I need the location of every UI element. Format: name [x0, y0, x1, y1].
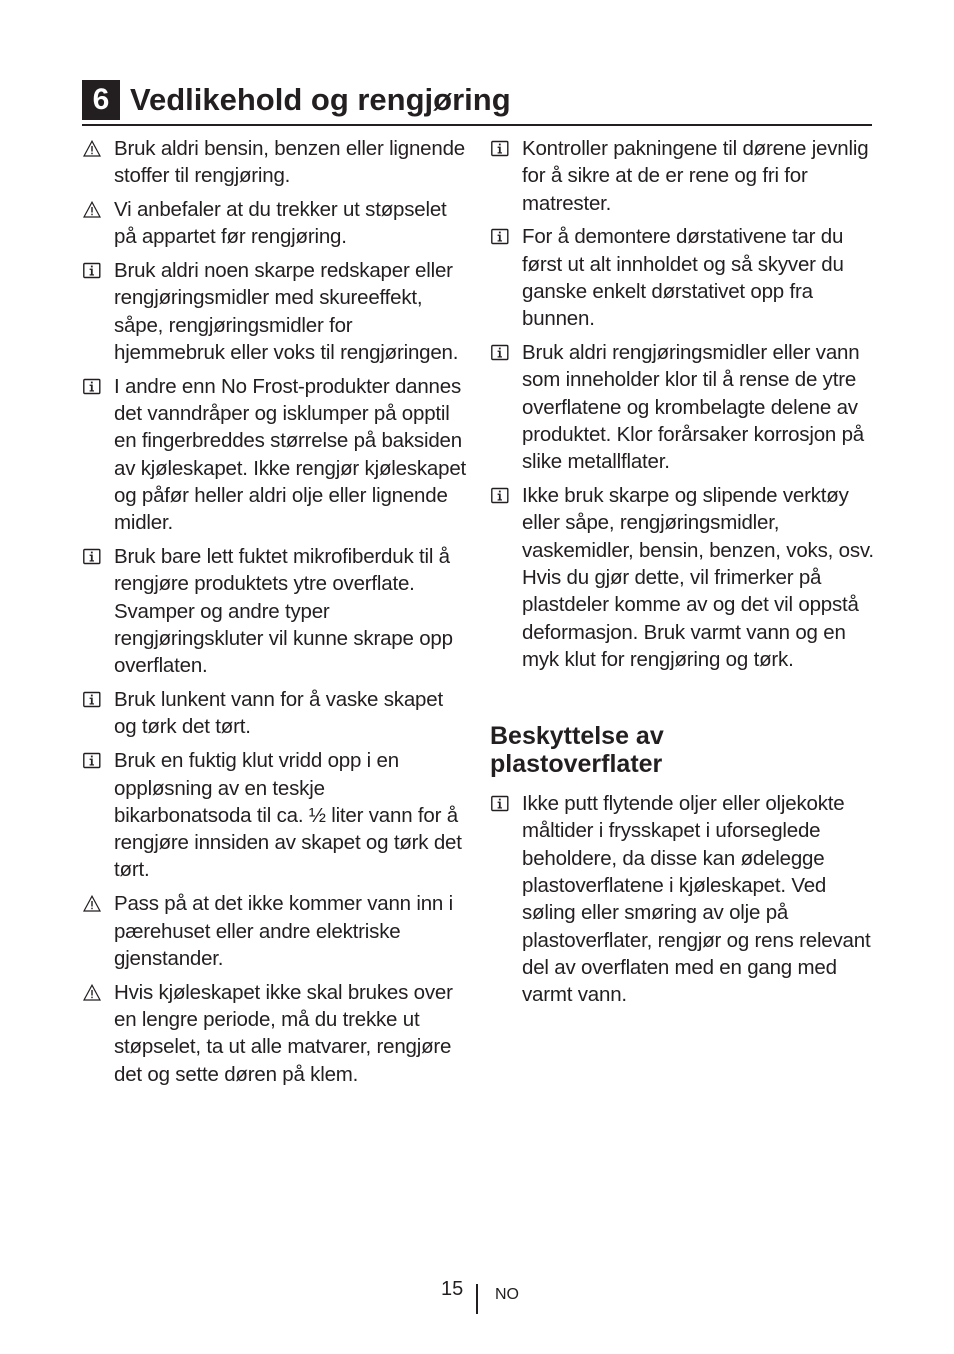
- item-text: Bruk aldri noen skarpe redskaper eller rengjøringsmidler med skureeffekt, såpe, rengjøringsmidler for hjemmebruk eller voks til rengjøringen.: [114, 259, 459, 365]
- page-title: Vedlikehold og rengjøring: [130, 82, 511, 117]
- info-icon: [491, 344, 509, 361]
- list-item: [490, 482, 875, 673]
- info-icon: [83, 378, 101, 395]
- item-text: For å demontere dørstativene tar du først ut alt innholdet og så skyver du ganske enkelt dørstativet opp fra bunnen.: [522, 225, 844, 331]
- info-icon: [491, 140, 509, 157]
- warning-icon: [83, 201, 101, 218]
- warning-icon: [83, 140, 101, 157]
- list-item: [82, 890, 467, 972]
- footer-divider: [476, 1284, 478, 1314]
- list-item: [490, 790, 875, 1008]
- item-text: Bruk bare lett fuktet mikrofiberduk til å rengjøre produktets ytre overflate. Svamper og andre typer rengjøringskluter vil kunne skrape opp overflaten.: [114, 545, 453, 678]
- item-text: Hvis kjøleskapet ikke skal brukes over en lengre periode, må du trekke ut støpselet, ta ut alle matvarer, rengjøre det og sette døren på klem.: [114, 980, 453, 1086]
- info-icon: [491, 487, 509, 504]
- subsection-heading-line2: plastoverflater: [490, 749, 663, 778]
- item-text: Kontroller pakningene til dørene jevnlig for å sikre at de er rene og fri for matrester.: [522, 137, 869, 215]
- warning-icon: [83, 895, 101, 912]
- list-item: [82, 196, 467, 251]
- subsection-heading: [490, 723, 875, 778]
- list-item: [82, 135, 467, 190]
- left-column: [82, 135, 467, 1094]
- list-item: [82, 257, 467, 366]
- item-text: Bruk en fuktig klut vridd opp i en oppløsning av en teskje bikarbonatsoda til ca. ½ liter vann for å rengjøre innsiden av skapet og tørk det tørt.: [114, 749, 462, 882]
- page-number: 15: [441, 1278, 464, 1300]
- subsection-heading-line1: Beskyttelse av: [490, 722, 664, 751]
- list-item: [82, 686, 467, 741]
- item-text: Bruk aldri rengjøringsmidler eller vann som inneholder klor til å rense de ytre overflatene og krombelagte delene av produktet. Klor forårsaker korrosjon på slike metallflater.: [522, 341, 865, 474]
- list-item: [82, 373, 467, 537]
- info-icon: [83, 262, 101, 279]
- section-number: 6: [82, 80, 120, 120]
- list-item: [82, 747, 467, 883]
- list-item: [490, 135, 875, 217]
- language-code: NO: [495, 1286, 519, 1303]
- info-icon: [83, 548, 101, 565]
- item-text: Ikke putt flytende oljer eller oljekokte måltider i frysskapet i uforseglede beholdere, da disse kan ødelegge plastoverflatene i kjøleskapet. Ved søling eller smøring av olje på plastoverflater, rengjør og rens relevant del av overflaten med en gang med varmt vann.: [522, 792, 871, 1007]
- item-text: Bruk lunkent vann for å vaske skapet og tørk det tørt.: [114, 688, 443, 739]
- item-text: Pass på at det ikke kommer vann inn i pærehuset eller andre elektriske gjenstander.: [114, 892, 453, 970]
- item-text: Bruk aldri bensin, benzen eller lignende stoffer til rengjøring.: [114, 137, 465, 188]
- list-item: [82, 979, 467, 1088]
- warning-icon: [83, 984, 101, 1001]
- list-item: [490, 339, 875, 475]
- list-item: [490, 223, 875, 332]
- list-item: [82, 543, 467, 679]
- right-column: [490, 135, 875, 1015]
- item-text: Ikke bruk skarpe og slipende verktøy eller såpe, rengjøringsmidler, vaskemidler, bensin, benzen, voks, osv. Hvis du gjør dette, vil frimerker på plastdeler komme av og det vil oppstå deformasjon. Bruk varmt vann og en myk klut for rengjøring og tørk.: [522, 484, 874, 671]
- item-text: Vi anbefaler at du trekker ut støpselet på appartet før rengjøring.: [114, 198, 447, 249]
- info-icon: [491, 795, 509, 812]
- item-text: I andre enn No Frost-produkter dannes det vanndråper og isklumper på opptil en fingerbreddes størrelse på baksiden av kjøleskapet. Ikke rengjør kjøleskapet og påfør heller aldri olje eller lignende midler.: [114, 374, 467, 535]
- section-header: [82, 80, 872, 126]
- info-icon: [83, 691, 101, 708]
- info-icon: [491, 228, 509, 245]
- info-icon: [83, 752, 101, 769]
